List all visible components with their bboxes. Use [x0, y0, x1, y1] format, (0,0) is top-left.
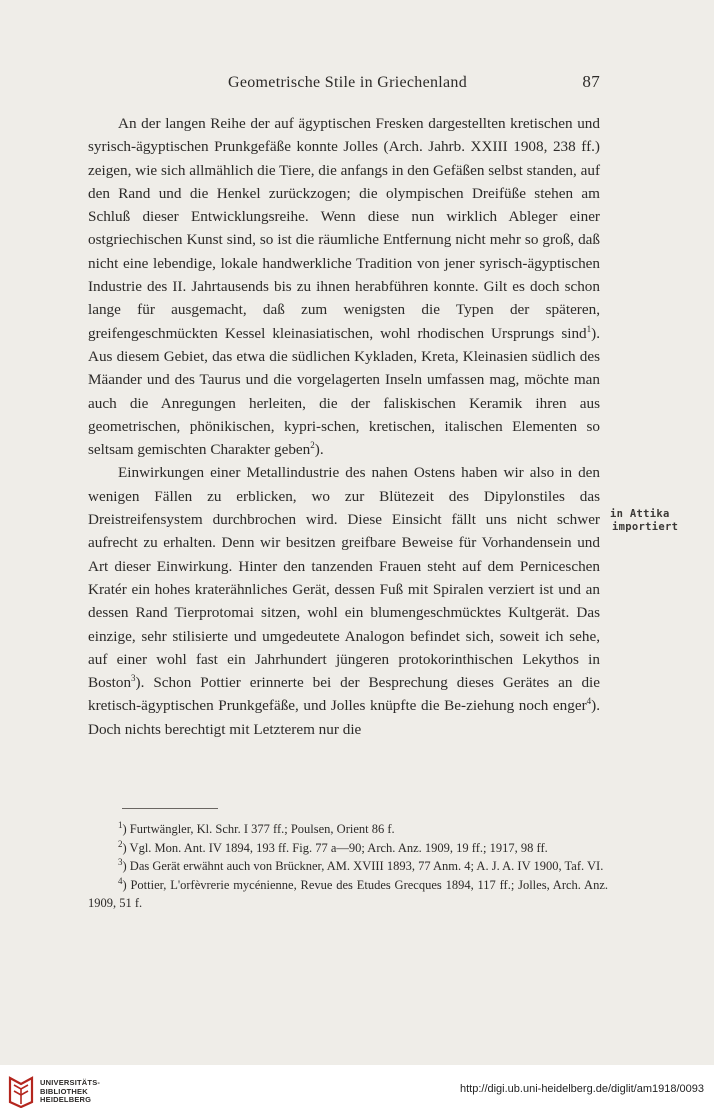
- footnote-mark-4: 4: [118, 875, 123, 886]
- library-logo-icon: [8, 1076, 34, 1108]
- margin-note-line-2: importiert: [612, 521, 679, 533]
- footnote-text-3: ) Das Gerät erwähnt auch von Brückner, AM. XVIII 1893, 77 Anm. 4; A. J. A. IV 1900, Taf. VI.: [122, 859, 604, 874]
- logo-line-2: BIBLIOTHEK: [40, 1086, 88, 1096]
- paragraph-1: [88, 112, 600, 461]
- paragraph-1-text: An der langen Reihe der auf ägyptischen Fresken dargestellten kretischen und syrisch-ägyptischen Prunkgefäße konnte Jolles (Arch. Jahrb. XXIII 1908, 238 ff.) zeigen, wie sich allmählich die Tiere, die anfangs in den Gefäßen selbst standen, auf den Rand und die Henkel zurückzogen; die olympischen Dreifüße stehen am Schluß dieser Entwicklungsreihe. Wenn diese nun wirklich Ableger einer ostgriechischen Kunst sind, so ist die räumliche Entfernung nicht mehr so groß, daß nicht eine lebendige, lokale handwerkliche Tradition von jener syrisch-ägyptischen Industrie des II. Jahrtausends bis zu ihnen herabführen konnte. Gilt es doch schon lange für ausgemacht, daß zum wenigsten die Typen der späteren, greifengeschmückten Kessel kleinasiatischen, wohl rhodischen Ursprungs sind: [88, 115, 600, 342]
- logo-line-3: HEIDELBERG: [40, 1095, 92, 1104]
- footnote-text-1: ) Furtwängler, Kl. Schr. I 377 ff.; Poulsen, Orient 86 f.: [122, 822, 395, 836]
- footnote-3: [88, 857, 608, 876]
- footnote-text-4: ) Pottier, L'orfèvrerie mycénienne, Revue des Etudes Grecques 1894, 117 ff.; Jolles, Arch. Anz. 1909, 51 f.: [88, 877, 608, 911]
- footnote-2: [88, 839, 608, 858]
- footnote-rule: [122, 808, 218, 809]
- footnotes: [88, 820, 608, 913]
- footnote-ref-4: 4: [586, 696, 592, 707]
- paragraph-2-text-b: ). Schon Pottier erinnerte bei der Besprechung dieses Gerätes an die kretisch-ägyptischen Prunkgefäße, und Jolles knüpfte die Be-ziehung noch enger: [88, 674, 600, 715]
- footnote-4: [88, 876, 608, 913]
- footnote-mark-1: 1: [118, 819, 123, 830]
- main-text: [88, 112, 600, 741]
- paragraph-1-text-b: ). Aus diesem Gebiet, das etwa die südlichen Kykladen, Kreta, Kleinasien südlich des Mäander und des Taurus und die vorgelagerten Inseln umfassen mag, möchte man auch die Anregungen herleiten, die der faliskischen Keramik ihren aus geometrischen, phönikischen, kypri-schen, kretischen, italischen Elementen so seltsam gemischten Charakter geben: [88, 324, 600, 459]
- running-header: [88, 74, 600, 98]
- margin-note: [610, 508, 710, 534]
- paragraph-2-text: Einwirkungen einer Metallindustrie des nahen Ostens haben wir also in den wenigen Fällen zu erblicken, wo zur Blütezeit des Dipylonstiles das Dreistreifensystem durchbrochen wird. Diese Einsicht fällt uns nicht schwer aufrecht zu erhalten. Denn wir besitzen greifbare Beweise für Vorhandensein und Art dieser Einwirkung. Hinter den tanzenden Frauen steht auf dem Perniceschen Kratér ein hohes kraterähnliches Gerät, dessen Fuß mit Spiralen verziert ist und an dessen Rand Tierprotomai sitzen, wohl ein blumengeschmücktes Kultgerät. Das einzige, sehr stilisierte und umgedeutete Analogon befindet sich, soweit ich sehe, auf einer wohl fast ein Jahrhundert jüngeren protokorinthischen Lekythos in Boston: [88, 464, 600, 692]
- footnote-ref-3: 3: [131, 673, 136, 684]
- footnote-ref-2: 2: [310, 440, 315, 451]
- footnote-text-2: ) Vgl. Mon. Ant. IV 1894, 193 ff. Fig. 77 a—90; Arch. Anz. 1909, 19 ff.; 1917, 98 ff.: [122, 840, 548, 855]
- footnote-ref-1: 1: [586, 323, 592, 334]
- footnote-1: [88, 820, 608, 839]
- library-logo-text: [40, 1079, 100, 1105]
- running-title: Geometrische Stile in Griechenland: [228, 74, 468, 91]
- paragraph-2-text-c: ). Doch nichts berechtigt mit Letzterem nur die: [88, 697, 600, 738]
- logo-line-1: UNIVERSITÄTS-: [40, 1078, 101, 1087]
- page-number: 87: [582, 72, 600, 91]
- footer-bar: [0, 1065, 714, 1118]
- footnote-mark-2: 2: [118, 838, 123, 849]
- footnote-mark-3: 3: [118, 857, 123, 868]
- margin-note-line-1: in Attika: [610, 508, 670, 520]
- paragraph-2: [88, 461, 600, 741]
- source-url-link[interactable]: http://digi.ub.uni-heidelberg.de/diglit/am1918/0093: [459, 1083, 704, 1095]
- paragraph-1-text-c: ).: [314, 441, 324, 459]
